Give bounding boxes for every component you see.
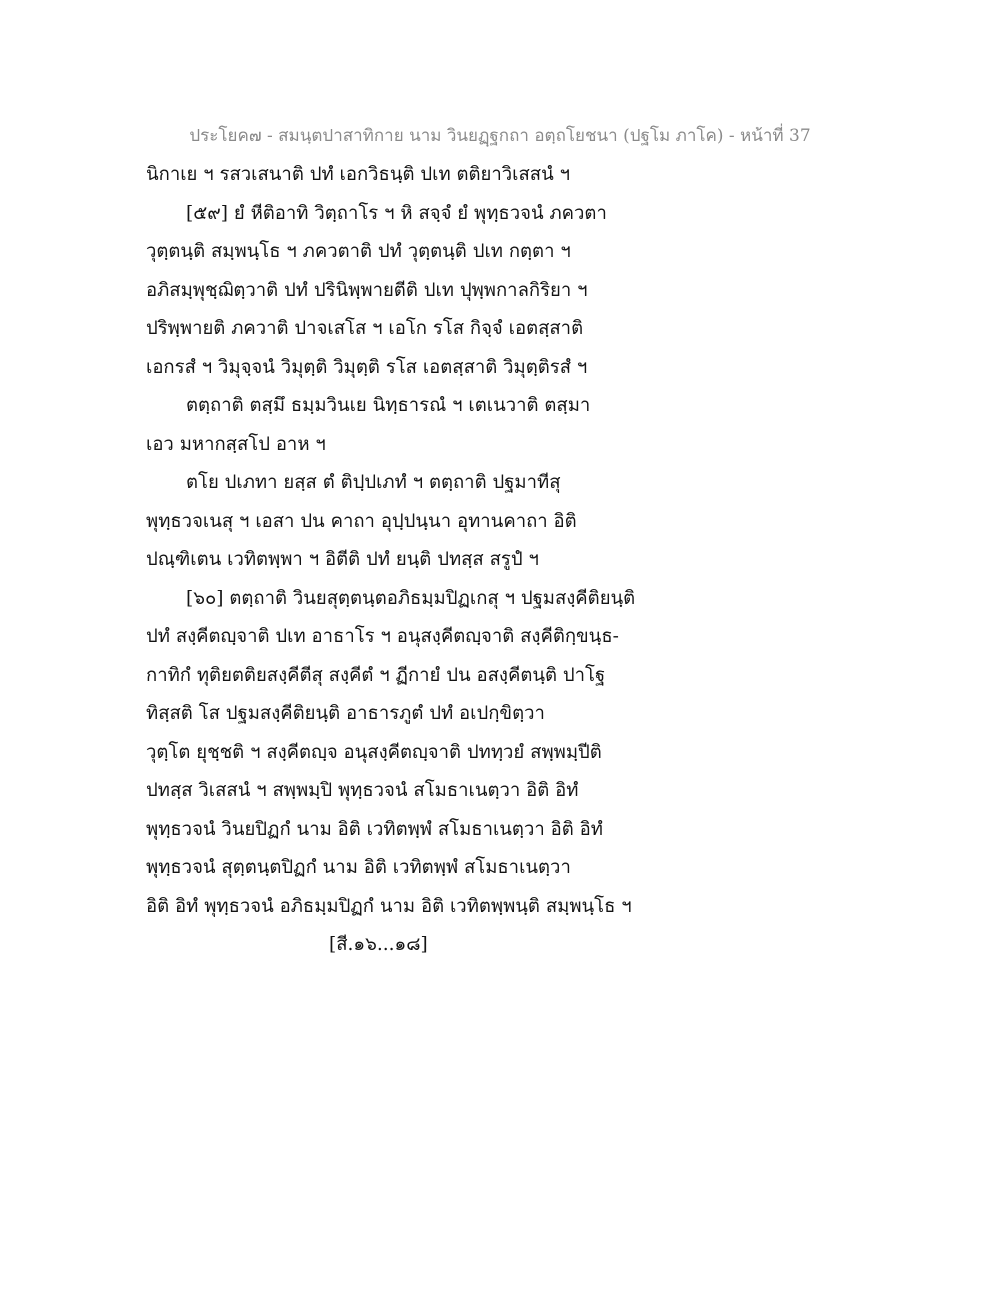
paragraph-start-line: [๕๙] ยํ หีติอาทิ วิตฺถาโร ฯ หิ สจฺจํ ยํ พุทฺธวจนํ ภควตา (186, 202, 607, 224)
text-line: ปณฺฑิเตน เวทิตพฺพา ฯ อิตีติ ปทํ ยนฺติ ปทสฺส สรูปํ ฯ (146, 549, 539, 570)
text-line: เอกรสํ ฯ วิมุจฺจนํ วิมุตฺติ วิมุตฺติ รโส เอตสฺสาติ วิมุตฺติรสํ ฯ (146, 356, 588, 378)
paragraph-start-line: [๖๐] ตตฺถาติ วินยสุตฺตนฺตอภิธมฺมปิฏเกสุ ฯ ปฐมสงฺคีติยนฺติ (186, 587, 636, 609)
text-line: พุทฺธวจเนสุ ฯ เอสา ปน คาถา อุปฺปนฺนา อุทานคาถา อิติ (146, 510, 577, 532)
body-text (146, 156, 846, 965)
text-line: กาทิกํ ทุติยตติยสงฺคีตีสุ สงฺคีตํ ฯ ฏีกายํ ปน อสงฺคีตนฺติ ปาโฐ (146, 664, 606, 686)
text-line: พุทฺธวจนํ สุตฺตนฺตปิฏกํ นาม อิติ เวทิตพฺพํ สโมธาเนตฺวา (146, 857, 571, 878)
paragraph-start-line: ตโย ปเภทา ยสฺส ตํ ติปฺปเภทํ ฯ ตตฺถาติ ปฐมาทีสุ (186, 472, 561, 493)
text-line: ปทํ สงฺคีตญฺจาติ ปเท อาธาโร ฯ อนุสงฺคีตญฺจาติ สงฺคีติกฺขนฺธ- (146, 626, 619, 647)
text-line: นิกาเย ฯ รสวเสนาติ ปทํ เอกวิธนฺติ ปเท ตติยาวิเสสนํ ฯ (146, 164, 570, 185)
text-line: ปทสฺส วิเสสนํ ฯ สพฺพมฺปิ พุทฺธวจนํ สโมธาเนตฺวา อิติ อิทํ (146, 780, 579, 801)
text-line: พุทฺธวจนํ วินยปิฏกํ นาม อิติ เวทิตพฺพํ สโมธาเนตฺวา อิติ อิทํ (146, 818, 603, 840)
text-line: ทิสฺสติ โส ปฐมสงฺคีติยนฺติ อาธารภูตํ ปทํ อเปกฺขิตฺวา (146, 703, 545, 724)
text-line: วุตฺโต ยุชฺชติ ฯ สงฺคีตญฺจ อนุสงฺคีตญฺจาติ ปททฺวยํ สพฺพมฺปีติ (146, 741, 602, 763)
running-header: ประโยค๗ - สมนฺตปาสาทิกาย นาม วินยฏฺฐกถา อตฺถโยชนา (ปฐโม ภาโค) - หน้าที่ 37 (189, 126, 811, 146)
text-line: อภิสมฺพุชฺฌิตฺวาติ ปทํ ปรินิพฺพายตีติ ปเท ปุพฺพกาลกิริยา ฯ (146, 279, 588, 301)
text-line: อิติ อิทํ พุทฺธวจนํ อภิธมฺมปิฏกํ นาม อิติ เวทิตพฺพนฺติ สมฺพนฺโธ ฯ (146, 895, 632, 917)
text-line: วุตฺตนฺติ สมฺพนฺโธ ฯ ภควตาติ ปทํ วุตฺตนฺติ ปเท กตฺตา ฯ (146, 241, 571, 262)
text-line: เอว มหากสฺสโป อาห ฯ (146, 433, 326, 455)
paragraph-start-line: ตตฺถาติ ตสฺมึ ธมฺมวินเย นิทฺธารณํ ฯ เตเนวาติ ตสฺมา (186, 395, 591, 416)
text-line: ปริพฺพายติ ภควาติ ปาจเสโส ฯ เอโก รโส กิจฺจํ เอตสฺสาติ (146, 318, 584, 339)
source-reference: [สี.๑๖...๑๘] (329, 934, 428, 955)
